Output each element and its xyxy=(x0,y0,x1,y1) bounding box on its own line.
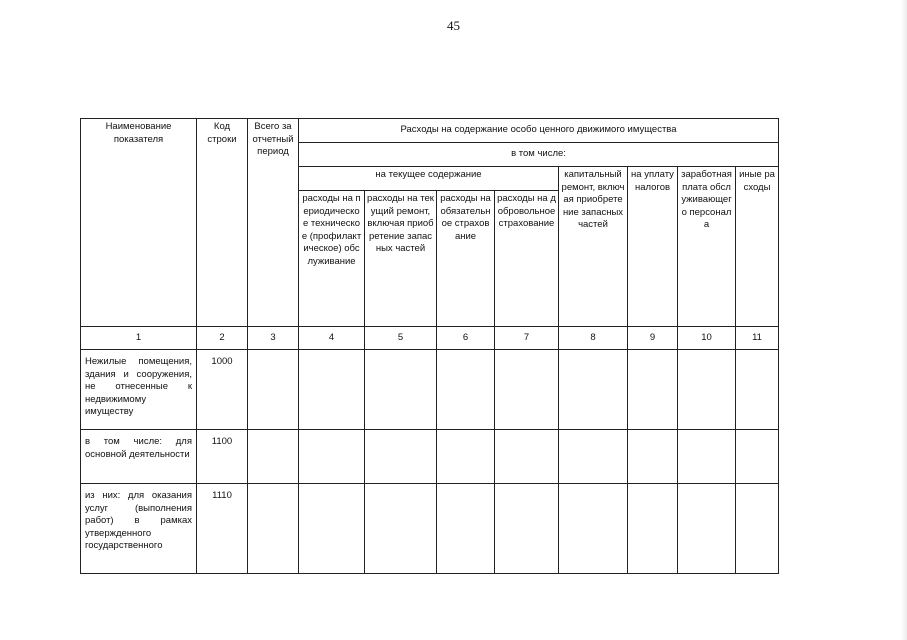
table-cell xyxy=(559,484,628,574)
table-cell xyxy=(248,484,299,574)
expenses-form-table xyxy=(80,118,779,574)
table-cell xyxy=(365,430,437,484)
header-col8: капитальный ремонт, включая приобретение запасных частей xyxy=(559,167,628,327)
page-number: 45 xyxy=(447,18,460,33)
column-number: 8 xyxy=(559,327,628,350)
scan-edge-shadow xyxy=(901,0,907,640)
header-group: Расходы на содержание особо ценного движимого имущества xyxy=(299,119,779,143)
column-number: 7 xyxy=(495,327,559,350)
row-name: в том числе: для основной деятельности xyxy=(81,430,197,484)
column-number: 9 xyxy=(628,327,678,350)
column-number: 3 xyxy=(248,327,299,350)
table-cell xyxy=(628,484,678,574)
table-cell xyxy=(437,430,495,484)
table-cell xyxy=(678,350,736,430)
table-cell xyxy=(736,430,779,484)
header-col9: на уплату налогов xyxy=(628,167,678,327)
row-name: из них: для оказания услуг (выполнения работ) в рамках утвержденного государственного xyxy=(81,484,197,574)
row-code: 1000 xyxy=(197,350,248,430)
table-cell xyxy=(495,350,559,430)
header-col11: иные расходы xyxy=(736,167,779,327)
header-col7: расходы на добровольное страхование xyxy=(495,191,559,327)
table-cell xyxy=(299,484,365,574)
table-cell xyxy=(365,350,437,430)
table-cell xyxy=(299,350,365,430)
header-current-maintenance: на текущее содержание xyxy=(299,167,559,191)
header-col5: расходы на текущий ремонт, включая приобретение запасных частей xyxy=(365,191,437,327)
column-number: 10 xyxy=(678,327,736,350)
table-cell xyxy=(299,430,365,484)
table-cell xyxy=(437,350,495,430)
table-cell xyxy=(678,430,736,484)
header-col4: расходы на периодическое техническое (профилактическое) обслуживание xyxy=(299,191,365,327)
table-cell xyxy=(248,350,299,430)
row-code: 1110 xyxy=(197,484,248,574)
table-cell xyxy=(437,484,495,574)
header-in-total: в том числе: xyxy=(299,143,779,167)
column-number: 1 xyxy=(81,327,197,350)
column-number: 6 xyxy=(437,327,495,350)
table-cell xyxy=(559,350,628,430)
table-cell xyxy=(736,350,779,430)
table-cell xyxy=(248,430,299,484)
table-cell xyxy=(559,430,628,484)
table-cell xyxy=(365,484,437,574)
column-number: 5 xyxy=(365,327,437,350)
table-cell xyxy=(628,350,678,430)
header-col10: заработная плата обслуживающего персонала xyxy=(678,167,736,327)
table-cell xyxy=(495,430,559,484)
header-code: Код строки xyxy=(197,119,248,327)
column-number: 2 xyxy=(197,327,248,350)
row-code: 1100 xyxy=(197,430,248,484)
table-cell xyxy=(495,484,559,574)
column-number: 11 xyxy=(736,327,779,350)
table-row xyxy=(81,484,779,574)
column-number: 4 xyxy=(299,327,365,350)
table-row xyxy=(81,350,779,430)
row-name: Нежилые помещения, здания и сооружения, не отнесенные к недвижимому имуществу xyxy=(81,350,197,430)
table-row xyxy=(81,430,779,484)
header-total: Всего за отчетный период xyxy=(248,119,299,327)
header-col6: расходы на обязательное страхование xyxy=(437,191,495,327)
table-cell xyxy=(628,430,678,484)
header-name: Наименование показателя xyxy=(81,119,197,327)
table-cell xyxy=(736,484,779,574)
table-cell xyxy=(678,484,736,574)
